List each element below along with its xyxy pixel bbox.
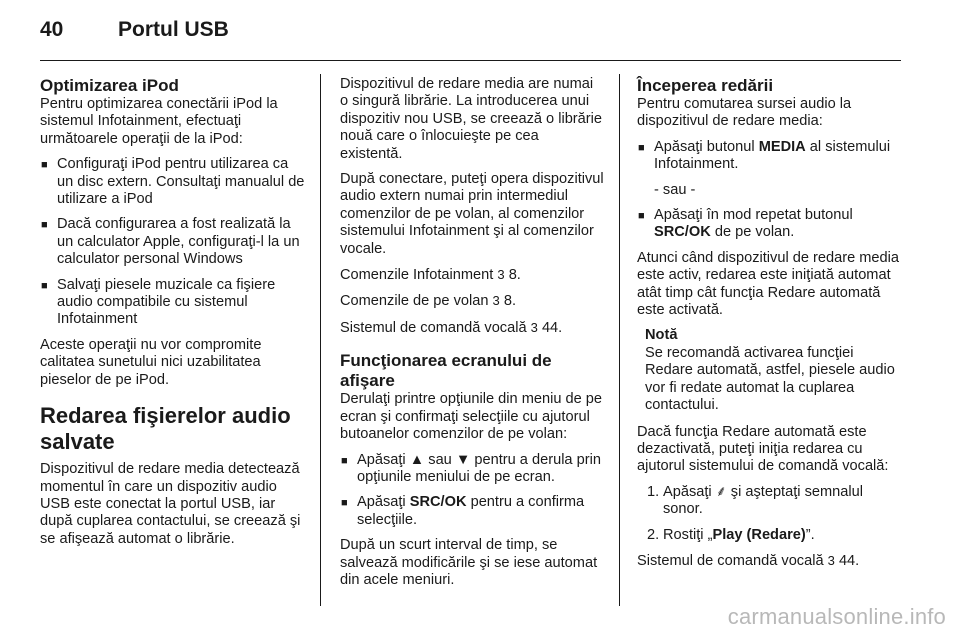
column-divider (619, 74, 620, 606)
voice-command-icon: ⸙ (715, 483, 727, 500)
section-heading-saved-audio: Redarea fişierelor audio salvate (40, 403, 291, 455)
bullet-square-icon: ■ (341, 497, 348, 510)
note-text: Se recomandă activarea funcţiei Redare automată, astfel, piesele audio vor fi redate automat la cuplarea contactului. (645, 344, 895, 414)
list-item: ■ Configuraţi iPod pentru utilizarea ca un disc extern. Consultaţi manualul de utilizare a iPod (41, 156, 305, 208)
bullet-square-icon: ■ (341, 454, 348, 467)
page-reference-icon: 3 (827, 552, 835, 568)
or-separator: - sau - (654, 181, 696, 198)
list-item: ■ Apăsaţi ▲ sau ▼ pentru a derula prin opţiunile meniului de pe ecran. (341, 451, 601, 485)
paragraph: După un scurt interval de timp, se salvează modificările şi se iese automat din acele meniuri. (340, 537, 598, 588)
bullet-square-icon: ■ (41, 219, 48, 232)
list-item: ■ Apăsaţi SRC/OK pentru a confirma selecţiile. (341, 494, 585, 528)
button-name: SRC/OK (654, 224, 711, 241)
header-rule (40, 60, 901, 61)
cross-reference: Comenzile Infotainment 3 8. (340, 267, 521, 284)
column-1 (40, 76, 308, 556)
list-item: 2. Rostiţi „Play (Redare)”. (647, 526, 815, 543)
list-item: ■ Dacă configurarea a fost realizată la un calculator Apple, configuraţi-l la un calculator personal Windows (41, 216, 300, 268)
page-reference-icon: 3 (530, 319, 538, 335)
page-reference-icon: 3 (492, 293, 500, 309)
list-item: ■ Apăsaţi butonul MEDIA al sistemului Infotainment. (638, 138, 891, 173)
column-divider (320, 74, 321, 606)
note-box (645, 327, 903, 414)
ipod-bullet-list (40, 156, 308, 329)
bullet-square-icon: ■ (638, 141, 645, 154)
steps-list (637, 484, 903, 544)
cross-reference: Sistemul de comandă vocală 3 44. (637, 552, 860, 569)
cross-reference: Sistemul de comandă vocală 3 44. (340, 319, 563, 336)
chapter-title: Portul USB (118, 18, 229, 41)
paragraph: Dacă funcţia Redare automată este dezactivată, puteţi iniţia redarea cu ajutorul sistemului de comandă vocală: (637, 423, 889, 475)
arrow-up-icon: ▲ (409, 451, 425, 468)
paragraph: Aceste operaţii nu vor compromite calitatea sunetului nici uzabilitatea pieselor de pe iPod. (40, 336, 262, 388)
bullet-square-icon: ■ (41, 279, 48, 292)
section-heading-start-playback: Începerea redării (637, 76, 774, 95)
start-bullet-list (637, 139, 903, 174)
paragraph: Dispozitivul de redare media detectează momentul în care un dispozitiv audio USB este conectat la portul USB, iar după cuplarea contactului, se creează şi se afişează automat o librărie. (40, 461, 301, 547)
page-number: 40 (40, 18, 64, 41)
paragraph: După conectare, puteţi opera dispozitivul audio extern numai prin intermediul comenzilor de pe volan, al comenzilor sistemului Infotainment şi al comenzilor vocale. (340, 171, 604, 257)
bullet-square-icon: ■ (41, 159, 48, 172)
section-heading-ipod: Optimizarea iPod (40, 76, 179, 95)
column-3 (637, 76, 903, 578)
arrow-down-icon: ▼ (455, 451, 471, 468)
screen-bullet-list (340, 452, 605, 530)
list-item: ■ Apăsaţi în mod repetat butonul SRC/OK de pe volan. (638, 207, 853, 241)
paragraph: Pentru optimizarea conectării iPod la sistemul Infotainment, efectuaţi următoarele operaţii de la iPod: (40, 96, 278, 147)
list-item: ■ Salvaţi piesele muzicale ca fişiere audio compatibile cu sistemul Infotainment (41, 276, 276, 328)
paragraph: Dispozitivul de redare media are numai o singură librărie. La introducerea unui dispozitiv nou USB, se creează o librărie nouă care o înlocuieşte pe cea existentă. (340, 76, 603, 162)
cross-reference: Comenzile de pe volan 3 8. (340, 293, 516, 310)
page-reference-icon: 3 (497, 267, 505, 283)
watermark: carmanualsonline.info (727, 604, 946, 629)
button-name: SRC/OK (409, 494, 467, 511)
paragraph: Atunci când dispozitivul de redare media este activ, redarea este iniţiată automat atât timp cât funcţia Redare automată este activată. (637, 249, 900, 319)
section-heading-screen: Funcţionarea ecranului de afişare (340, 351, 552, 391)
paragraph: Derulaţi printre opţiunile din meniu de pe ecran şi confirmaţi selecţiile cu ajutorul butoanelor comenzilor de pe volan: (340, 391, 603, 443)
column-2 (340, 76, 605, 597)
voice-command-name: Play (Redare) (712, 526, 806, 543)
paragraph: Pentru comutarea sursei audio la dispozitivul de redare media: (637, 96, 852, 130)
list-item: 1. Apăsaţi ⸙ şi aşteptaţi semnalul sonor. (647, 483, 863, 518)
start-bullet-list-2 (637, 207, 903, 242)
note-title: Notă (645, 327, 678, 344)
button-name: MEDIA (758, 138, 806, 155)
bullet-square-icon: ■ (638, 210, 645, 223)
